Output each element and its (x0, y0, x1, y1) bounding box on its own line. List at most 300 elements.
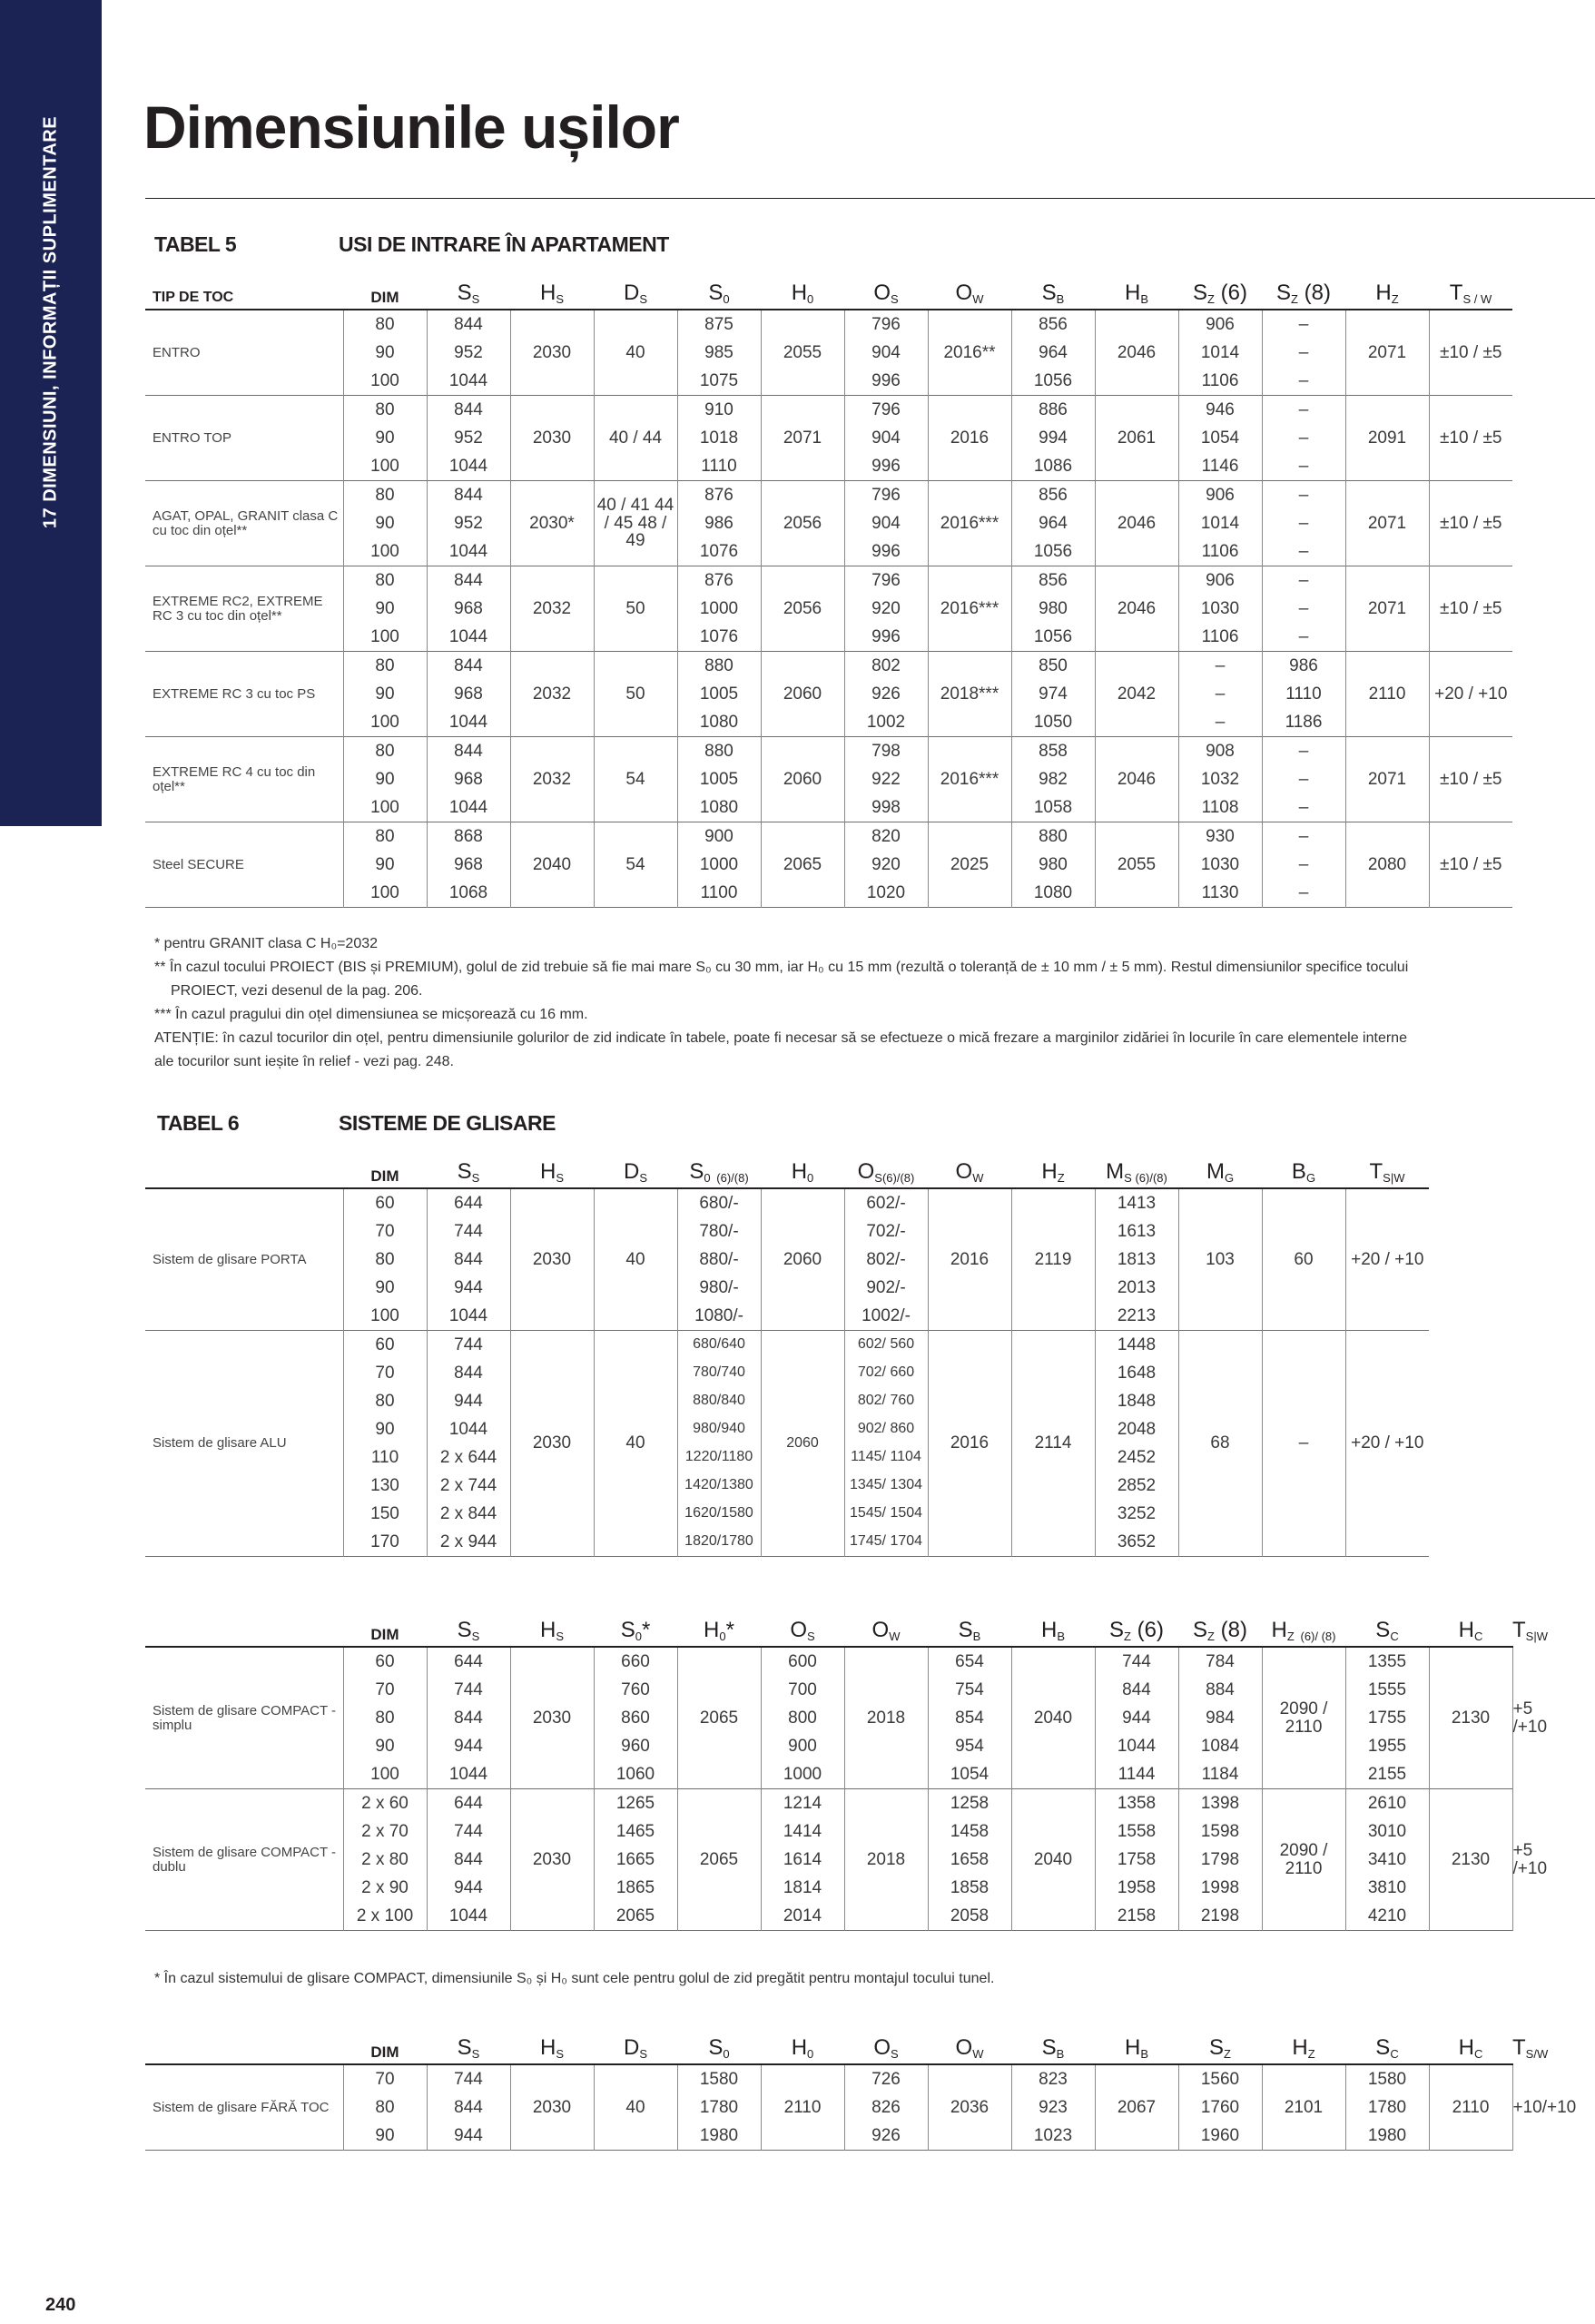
table-cell: 2056 (761, 481, 844, 566)
table-cell: 3410 (1345, 1846, 1429, 1874)
table-cell: 1020 (844, 879, 928, 908)
table-cell: 780/740 (677, 1359, 761, 1387)
table-cell: 856 (1011, 481, 1095, 510)
table-cell: 1044 (427, 708, 510, 737)
table-cell: 54 (594, 737, 677, 822)
table-row (145, 652, 1512, 681)
col-s0: $S_0$ (677, 266, 761, 310)
table-cell: 1814 (761, 1874, 844, 1902)
table-cell: 1044 (1095, 1732, 1178, 1760)
table-cell: 1414 (761, 1817, 844, 1846)
table-cell: 660 (594, 1647, 677, 1676)
table-cell: 1598 (1178, 1817, 1262, 1846)
table-cell: 100 (343, 1760, 427, 1789)
table-cell: 796 (844, 396, 928, 425)
table-cell: 2030 (510, 1188, 594, 1331)
table-cell: 900 (761, 1732, 844, 1760)
table-cell: – (1178, 708, 1262, 737)
table-cell: 946 (1178, 396, 1262, 425)
table-cell: 100 (343, 623, 427, 652)
table-cell: 1258 (928, 1789, 1011, 1818)
table-cell: 1060 (594, 1760, 677, 1789)
table-row (145, 396, 1512, 425)
table-cell: 80 (343, 396, 427, 425)
table-cell: 1960 (1178, 2122, 1262, 2151)
table-cell: 944 (427, 1274, 510, 1302)
table-cell: 944 (427, 1874, 510, 1902)
table-cell: ENTRO TOP (145, 396, 343, 481)
col-tsw: $T_{S / W}$ (1429, 266, 1512, 310)
table-cell: 1000 (761, 1760, 844, 1789)
table-cell: 1448 (1095, 1331, 1178, 1360)
col-sz: $S_Z$ (1178, 2021, 1262, 2064)
table-cell: 2046 (1095, 737, 1178, 822)
table-cell: 1355 (1345, 1647, 1429, 1676)
table-cell: 2101 (1262, 2064, 1345, 2151)
table-cell: 1555 (1345, 1676, 1429, 1704)
table-cell: 944 (427, 1732, 510, 1760)
table-cell: 904 (844, 424, 928, 452)
table-cell: +20 / +10 (1345, 1188, 1429, 1331)
table-cell: ±10 / ±5 (1429, 737, 1512, 822)
table-cell: 796 (844, 481, 928, 510)
col-sb: $S_B$ (1011, 2021, 1095, 2064)
table-cell: 984 (1178, 1704, 1262, 1732)
col-sz8: $S_Z$ (8) (1178, 1603, 1262, 1647)
table-cell: 876 (677, 566, 761, 596)
table-cell: 820 (844, 822, 928, 852)
table-cell: 50 (594, 652, 677, 737)
table-cell: 90 (343, 424, 427, 452)
col-os: $O_S$ (761, 1603, 844, 1647)
table-cell: 1420/1380 (677, 1472, 761, 1500)
table-cell: 802/- (844, 1246, 928, 1274)
table-cell: 2032 (510, 652, 594, 737)
table5-notes (154, 932, 1408, 1074)
table-cell: 1044 (427, 452, 510, 481)
note-line: ** În cazul tocului PROIECT (BIS și PREMIUM), golul de zid trebuie să fie mai mare S₀ cu 30 mm, iar H₀ cu 15 mm (rezultă o toleranță de ± 10 mm / ± 5 mm). Restul dimensiunilor specifice tocului (154, 960, 1409, 975)
table-cell: 954 (928, 1732, 1011, 1760)
table-cell: 110 (343, 1443, 427, 1472)
table-cell: 2110 (761, 2064, 844, 2151)
table-cell: 1110 (1262, 680, 1345, 708)
table-cell: 80 (343, 566, 427, 596)
table-cell: 980 (1011, 851, 1095, 879)
table-cell: 2042 (1095, 652, 1178, 737)
table-row (145, 1331, 1429, 1360)
table-cell: 1076 (677, 623, 761, 652)
table-cell: 1044 (427, 1415, 510, 1443)
table-cell: 1002 (844, 708, 928, 737)
col-sc: $S_C$ (1345, 2021, 1429, 2064)
table-cell: 40 / 44 (594, 396, 677, 481)
table-cell: – (1262, 595, 1345, 623)
table-cell: 900 (677, 822, 761, 852)
table-cell: 1858 (928, 1874, 1011, 1902)
table-cell: 2046 (1095, 481, 1178, 566)
table-cell: 1080 (1011, 879, 1095, 908)
table-cell: 1214 (761, 1789, 844, 1818)
dim-header: DIM (343, 266, 427, 310)
table-cell: 1068 (427, 879, 510, 908)
table-cell: 1760 (1178, 2093, 1262, 2122)
table-cell: 980/940 (677, 1415, 761, 1443)
table-cell: 2016*** (928, 481, 1011, 566)
table-cell: 802/ 760 (844, 1387, 928, 1415)
table-cell: 90 (343, 851, 427, 879)
table-cell: 2016*** (928, 737, 1011, 822)
table-cell: 1184 (1178, 1760, 1262, 1789)
compact-header: DIM $S_S$ $H_S$ $S_0*$ $H_0*$ $O_S$ $O_W$ $S_B$ $H_B$ $S_Z$ (6) $S_Z$ (8) $H_Z$ $_{(6)/ (8)}$ $S_C$ $H_C$ $T_{S|W}$ (145, 1603, 1512, 1647)
table-cell: EXTREME RC 4 cu toc din oțel** (145, 737, 343, 822)
table-cell: 3252 (1095, 1500, 1178, 1528)
table-cell: 2110 (1429, 2064, 1512, 2151)
table-cell: 2110 (1345, 652, 1429, 737)
col-bg: $B_G$ (1262, 1145, 1345, 1188)
table-cell: 784 (1178, 1647, 1262, 1676)
table-cell: 2 x 60 (343, 1789, 427, 1818)
dim-header: DIM (343, 1145, 427, 1188)
table-cell: 1044 (427, 367, 510, 396)
table-cell: 856 (1011, 310, 1095, 339)
table-row (145, 310, 1512, 339)
table-cell: 3652 (1095, 1528, 1178, 1557)
table-cell: 844 (427, 481, 510, 510)
table-cell: 1054 (1178, 424, 1262, 452)
col-hz: $H_Z$ (1345, 266, 1429, 310)
table-cell: ±10 / ±5 (1429, 566, 1512, 652)
table-cell: 1980 (677, 2122, 761, 2151)
table-cell: 2452 (1095, 1443, 1178, 1472)
table-cell: 2071 (1345, 481, 1429, 566)
table-cell: 2013 (1095, 1274, 1178, 1302)
table-cell: 908 (1178, 737, 1262, 766)
note-line: PROIECT, vezi desenul de la pag. 206. (171, 983, 423, 999)
table-cell: 823 (1011, 2064, 1095, 2093)
table-cell: 1058 (1011, 793, 1095, 822)
table-cell: 130 (343, 1472, 427, 1500)
table-cell: Sistem de glisare COMPACT - simplu (145, 1647, 343, 1789)
note-line: *** În cazul pragului din oțel dimensiunea se micșorează cu 16 mm. (154, 1007, 588, 1022)
table-cell: 1413 (1095, 1188, 1178, 1217)
table-cell: 844 (1095, 1676, 1178, 1704)
col-hs: $H_S$ (510, 1603, 594, 1647)
table-cell: 854 (928, 1704, 1011, 1732)
table-cell: 952 (427, 509, 510, 537)
table-cell: 1044 (427, 1760, 510, 1789)
table-row: Sistem de glisare COMPACT - simplu 60 644 2030 660 2065 600 2018 654 2040 744 784 2090 / 2110 1355 2130 +5 /+10 (145, 1647, 1512, 1676)
table-cell: 1084 (1178, 1732, 1262, 1760)
col-s0: $S_0*$ (594, 1603, 677, 1647)
table-cell: 2130 (1429, 1789, 1512, 1931)
col-ms: $M_{S (6)/(8)}$ (1095, 1145, 1178, 1188)
table-cell: 170 (343, 1528, 427, 1557)
table-cell: 1023 (1011, 2122, 1095, 2151)
table-cell: 2065 (761, 822, 844, 908)
table-cell: 60 (343, 1188, 427, 1217)
table-cell: 60 (343, 1647, 427, 1676)
col-sz8: $S_Z$ (8) (1262, 266, 1345, 310)
table-cell: 2055 (1095, 822, 1178, 908)
table-cell: – (1262, 367, 1345, 396)
table-cell: 2610 (1345, 1789, 1429, 1818)
table-cell: – (1262, 339, 1345, 367)
table-cell: 100 (343, 367, 427, 396)
table6-header (145, 1145, 1429, 1188)
note-line: ale tocurilor sunt ieșite în relief - vezi pag. 248. (154, 1054, 454, 1069)
table-cell: 90 (343, 680, 427, 708)
table-cell: 1056 (1011, 623, 1095, 652)
table-cell: 1145/ 1104 (844, 1443, 928, 1472)
table-cell: 2071 (1345, 310, 1429, 396)
table-cell: 856 (1011, 566, 1095, 596)
table-cell: 1620/1580 (677, 1500, 761, 1528)
table-cell: 744 (427, 1817, 510, 1846)
table-cell: 1580 (677, 2064, 761, 2093)
table-cell: 2071 (761, 396, 844, 481)
table-cell: 1758 (1095, 1846, 1178, 1874)
table-cell: 80 (343, 822, 427, 852)
table-cell: 754 (928, 1676, 1011, 1704)
table-cell: 644 (427, 1789, 510, 1818)
table-cell: 100 (343, 537, 427, 566)
note-line: ATENȚIE: în cazul tocurilor din oțel, pentru dimensiunile golurilor de zid indicate în tabele, poate fi necesar să se efectueze o mică frezare a marginilor zidăriei în locurile în care elementele interne (154, 1030, 1407, 1046)
table-cell: 2213 (1095, 1302, 1178, 1331)
table5 (145, 266, 1512, 908)
col-sb: $S_B$ (928, 1603, 1011, 1647)
col-ow: $O_W$ (928, 2021, 1011, 2064)
col-h0: $H_0$ (761, 266, 844, 310)
table-cell: 90 (343, 339, 427, 367)
fara-toc-header: DIM $S_S$ $H_S$ $D_S$ $S_0$ $H_0$ $O_S$ $O_W$ $S_B$ $H_B$ $S_Z$ $H_Z$ $S_C$ $H_C$ $T_{S/W}$ (145, 2021, 1512, 2064)
table-cell: 100 (343, 793, 427, 822)
table-cell: 2036 (928, 2064, 1011, 2151)
table-cell: 1044 (427, 623, 510, 652)
table-cell: Sistem de glisare ALU (145, 1331, 343, 1557)
table-cell: 644 (427, 1188, 510, 1217)
table-cell: 50 (594, 566, 677, 652)
table-cell: 1000 (677, 851, 761, 879)
table-cell: 844 (427, 2093, 510, 2122)
col-sc: $S_C$ (1345, 1603, 1429, 1647)
table-cell: 2 x 644 (427, 1443, 510, 1472)
table-cell: 906 (1178, 481, 1262, 510)
table-cell: 2025 (928, 822, 1011, 908)
col-ow: $O_W$ (928, 266, 1011, 310)
table-cell: 2016** (928, 310, 1011, 396)
table-cell: 726 (844, 2064, 928, 2093)
table-cell: 844 (427, 310, 510, 339)
table-cell: 2040 (510, 822, 594, 908)
col-sz6: $S_Z$ (6) (1178, 266, 1262, 310)
table-cell: 2046 (1095, 310, 1178, 396)
col-s0: $S_0$ $_{(6)/(8)}$ (677, 1145, 761, 1188)
table-cell: – (1262, 566, 1345, 596)
table-cell: 902/- (844, 1274, 928, 1302)
table-cell: 602/- (844, 1188, 928, 1217)
table-cell: 2 x 944 (427, 1528, 510, 1557)
table-cell: 2014 (761, 1902, 844, 1931)
col-ow: $O_W$ (844, 1603, 928, 1647)
table-row: Sistem de glisare FĂRĂ TOC 70 744 2030 40 1580 2110 726 2036 823 2067 1560 2101 1580 2110 +10/+10 (145, 2064, 1512, 2093)
table-cell: 1345/ 1304 (844, 1472, 928, 1500)
table-cell: 80 (343, 2093, 427, 2122)
col-ss: $S_S$ (427, 1145, 510, 1188)
table-cell: – (1262, 793, 1345, 822)
table-cell: +20 / +10 (1345, 1331, 1429, 1557)
table-cell: 930 (1178, 822, 1262, 852)
table-cell: 2030 (510, 310, 594, 396)
table-cell: 680/- (677, 1188, 761, 1217)
table-cell: 926 (844, 680, 928, 708)
table-cell: 100 (343, 879, 427, 908)
col-hz: $H_Z$ (1011, 1145, 1095, 1188)
table-cell: 880 (677, 652, 761, 681)
table-cell: 2071 (1345, 566, 1429, 652)
table-cell: 1030 (1178, 595, 1262, 623)
table-cell: 744 (427, 1217, 510, 1246)
table-cell: 1558 (1095, 1817, 1178, 1846)
table-cell: 1000 (677, 595, 761, 623)
table-cell: 1080 (677, 708, 761, 737)
table-cell: 1980 (1345, 2122, 1429, 2151)
table-cell: 1044 (427, 1902, 510, 1931)
table-cell: 744 (1095, 1647, 1178, 1676)
table-cell: 876 (677, 481, 761, 510)
col-hz: $H_Z$ (1262, 2021, 1345, 2064)
col-hb: $H_B$ (1095, 266, 1178, 310)
table-cell: – (1262, 481, 1345, 510)
table-cell: 1005 (677, 680, 761, 708)
table-cell: – (1262, 765, 1345, 793)
table-cell: 2 x 80 (343, 1846, 427, 1874)
table-cell: 796 (844, 566, 928, 596)
table-cell: 702/ 660 (844, 1359, 928, 1387)
table-cell: 2030 (510, 1331, 594, 1557)
table-cell: – (1262, 424, 1345, 452)
col-s0: $S_0$ (677, 2021, 761, 2064)
table6-label: TABEL 6 (157, 1111, 240, 1135)
table-cell: 1076 (677, 537, 761, 566)
col-hc: $H_C$ (1429, 2021, 1512, 2064)
table-cell: 680/640 (677, 1331, 761, 1360)
table-cell: 3010 (1345, 1817, 1429, 1846)
table-cell: 2056 (761, 566, 844, 652)
table-cell: 920 (844, 595, 928, 623)
table-cell: 1358 (1095, 1789, 1178, 1818)
table-cell: 2080 (1345, 822, 1429, 908)
table5-header (145, 266, 1512, 310)
compact-note-block (154, 1967, 994, 1991)
table-cell: 1665 (594, 1846, 677, 1874)
table-cell: 2030 (510, 2064, 594, 2151)
note-line: * pentru GRANIT clasa C H₀=2032 (154, 936, 379, 951)
table-cell: 4210 (1345, 1902, 1429, 1931)
table-cell: 2060 (761, 737, 844, 822)
table-cell: 80 (343, 1704, 427, 1732)
table-cell: 1108 (1178, 793, 1262, 822)
table-cell: 2055 (761, 310, 844, 396)
table-cell: 1865 (594, 1874, 677, 1902)
table-cell: 90 (343, 1415, 427, 1443)
table-cell: 1106 (1178, 367, 1262, 396)
table-cell: 2018*** (928, 652, 1011, 737)
table-cell: 996 (844, 537, 928, 566)
table-cell: 2 x 70 (343, 1817, 427, 1846)
table-cell: 1044 (427, 1302, 510, 1331)
table-cell: 858 (1011, 737, 1095, 766)
table-cell: 100 (343, 1302, 427, 1331)
table-cell: 744 (427, 1676, 510, 1704)
table-cell: 40 / 41 44 / 45 48 / 49 (594, 481, 677, 566)
table-cell: 844 (427, 1359, 510, 1387)
table-cell: – (1262, 452, 1345, 481)
col-ss: $S_S$ (427, 266, 510, 310)
table-cell: 880/840 (677, 1387, 761, 1415)
table-row (145, 481, 1512, 510)
table-cell: 2018 (844, 1647, 928, 1789)
col-os: $O_{S(6)/(8)}$ (844, 1145, 928, 1188)
table-cell: 1110 (677, 452, 761, 481)
table-cell: 920 (844, 851, 928, 879)
col-sb: $S_B$ (1011, 266, 1095, 310)
table-cell: 2130 (1429, 1647, 1512, 1789)
table-cell: 40 (594, 1188, 677, 1331)
table-cell: 1014 (1178, 509, 1262, 537)
page-number: 240 (45, 2295, 76, 2315)
table-cell: 40 (594, 1331, 677, 1557)
table-cell: Sistem de glisare COMPACT - dublu (145, 1789, 343, 1931)
table-cell: 1958 (1095, 1874, 1178, 1902)
table-cell: 1560 (1178, 2064, 1262, 2093)
table-cell: 2158 (1095, 1902, 1178, 1931)
table-cell: 1398 (1178, 1789, 1262, 1818)
table-cell: 54 (594, 822, 677, 908)
table-cell: 2060 (761, 1331, 844, 1557)
table-cell: 1056 (1011, 367, 1095, 396)
table-cell: 644 (427, 1647, 510, 1676)
table-cell: 1018 (677, 424, 761, 452)
dim-header: DIM (343, 1603, 427, 1647)
table-cell: 996 (844, 623, 928, 652)
col-ds: $D_S$ (594, 2021, 677, 2064)
table-cell: 800 (761, 1704, 844, 1732)
table-cell: 2048 (1095, 1415, 1178, 1443)
table-cell: 2114 (1011, 1331, 1095, 1557)
blank-header (145, 1145, 343, 1188)
table-cell: 968 (427, 680, 510, 708)
table-cell: 2040 (1011, 1647, 1095, 1789)
table-cell: 103 (1178, 1188, 1262, 1331)
table-cell: 980 (1011, 595, 1095, 623)
table-cell: 700 (761, 1676, 844, 1704)
table-cell: 1780 (1345, 2093, 1429, 2122)
sidebar-band (0, 0, 102, 826)
table-cell: 886 (1011, 396, 1095, 425)
title-divider (145, 198, 1595, 199)
table-cell: 80 (343, 310, 427, 339)
table-cell: 1998 (1178, 1874, 1262, 1902)
table-cell: 2030 (510, 1647, 594, 1789)
table-cell: 1658 (928, 1846, 1011, 1874)
table-cell: 2091 (1345, 396, 1429, 481)
table-cell: 1955 (1345, 1732, 1429, 1760)
table-cell: 2 x 744 (427, 1472, 510, 1500)
table-cell: 1545/ 1504 (844, 1500, 928, 1528)
col-hz: $H_Z$ $_{(6)/ (8)}$ (1262, 1603, 1345, 1647)
table-cell: 40 (594, 310, 677, 396)
table-cell: 1848 (1095, 1387, 1178, 1415)
